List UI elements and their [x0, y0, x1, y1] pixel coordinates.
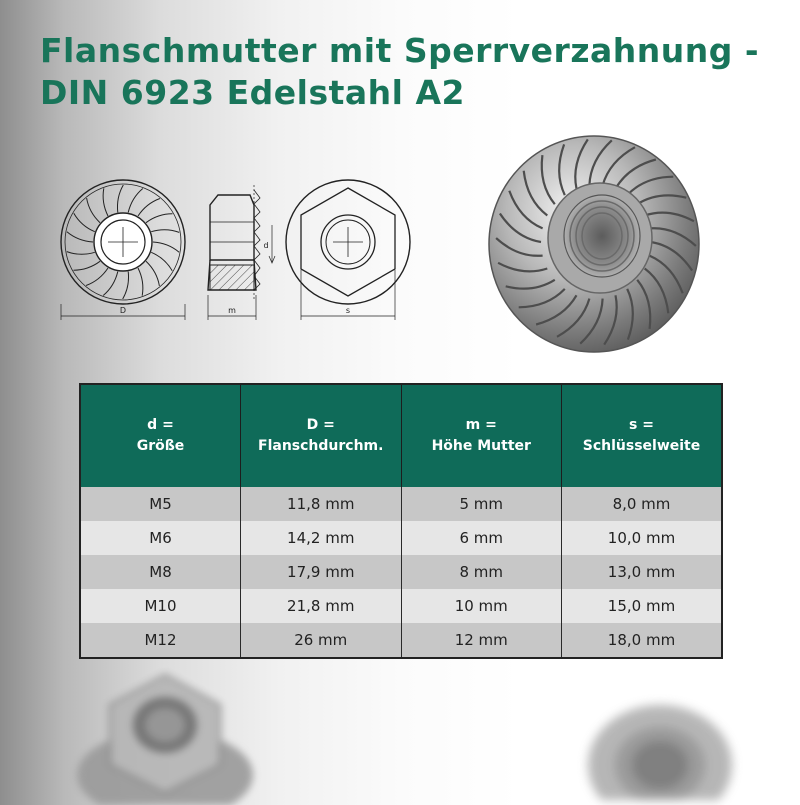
cell-flange-diameter: 17,9 mm	[241, 555, 402, 589]
cell-wrench-size: 15,0 mm	[562, 589, 723, 623]
blurred-hex-nut-photo	[70, 665, 260, 805]
cell-nut-height: 8 mm	[401, 555, 562, 589]
flange-view	[61, 180, 185, 320]
table-header-row	[80, 384, 722, 487]
table-row	[80, 589, 722, 623]
spec-table	[79, 383, 723, 659]
label-d: d	[263, 241, 269, 250]
cell-nut-height: 10 mm	[401, 589, 562, 623]
side-view	[208, 185, 275, 320]
cell-wrench-size: 8,0 mm	[562, 487, 723, 521]
hex-view	[286, 180, 410, 320]
cell-size: M8	[80, 555, 241, 589]
flange-nut-photo	[482, 128, 712, 358]
header-nut-height: m = Höhe Mutter	[401, 384, 562, 487]
cell-flange-diameter: 21,8 mm	[241, 589, 402, 623]
cell-flange-diameter: 26 mm	[241, 623, 402, 658]
cell-flange-diameter: 14,2 mm	[241, 521, 402, 555]
table-row	[80, 487, 722, 521]
cell-size: M5	[80, 487, 241, 521]
cell-flange-diameter: 11,8 mm	[241, 487, 402, 521]
label-m: m	[228, 306, 236, 315]
cell-nut-height: 6 mm	[401, 521, 562, 555]
header-size: d = Größe	[80, 384, 241, 487]
cell-wrench-size: 10,0 mm	[562, 521, 723, 555]
label-s: s	[345, 306, 351, 315]
header-wrench-size: s = Schlüsselweite	[562, 384, 723, 487]
cell-wrench-size: 18,0 mm	[562, 623, 723, 658]
technical-drawing	[50, 170, 420, 330]
cell-nut-height: 5 mm	[401, 487, 562, 521]
cell-size: M10	[80, 589, 241, 623]
cell-wrench-size: 13,0 mm	[562, 555, 723, 589]
label-D: D	[119, 306, 127, 315]
table-row	[80, 521, 722, 555]
table-row	[80, 623, 722, 658]
cell-nut-height: 12 mm	[401, 623, 562, 658]
title-line-1: Flanschmutter mit Sperrverzahnung -	[40, 31, 760, 70]
title-line-2: DIN 6923 Edelstahl A2	[40, 73, 465, 112]
cell-size: M12	[80, 623, 241, 658]
page-title	[40, 30, 759, 114]
table-row	[80, 555, 722, 589]
blurred-serrated-nut-photo	[580, 690, 740, 800]
cell-size: M6	[80, 521, 241, 555]
header-flange-diameter: D = Flanschdurchm.	[241, 384, 402, 487]
